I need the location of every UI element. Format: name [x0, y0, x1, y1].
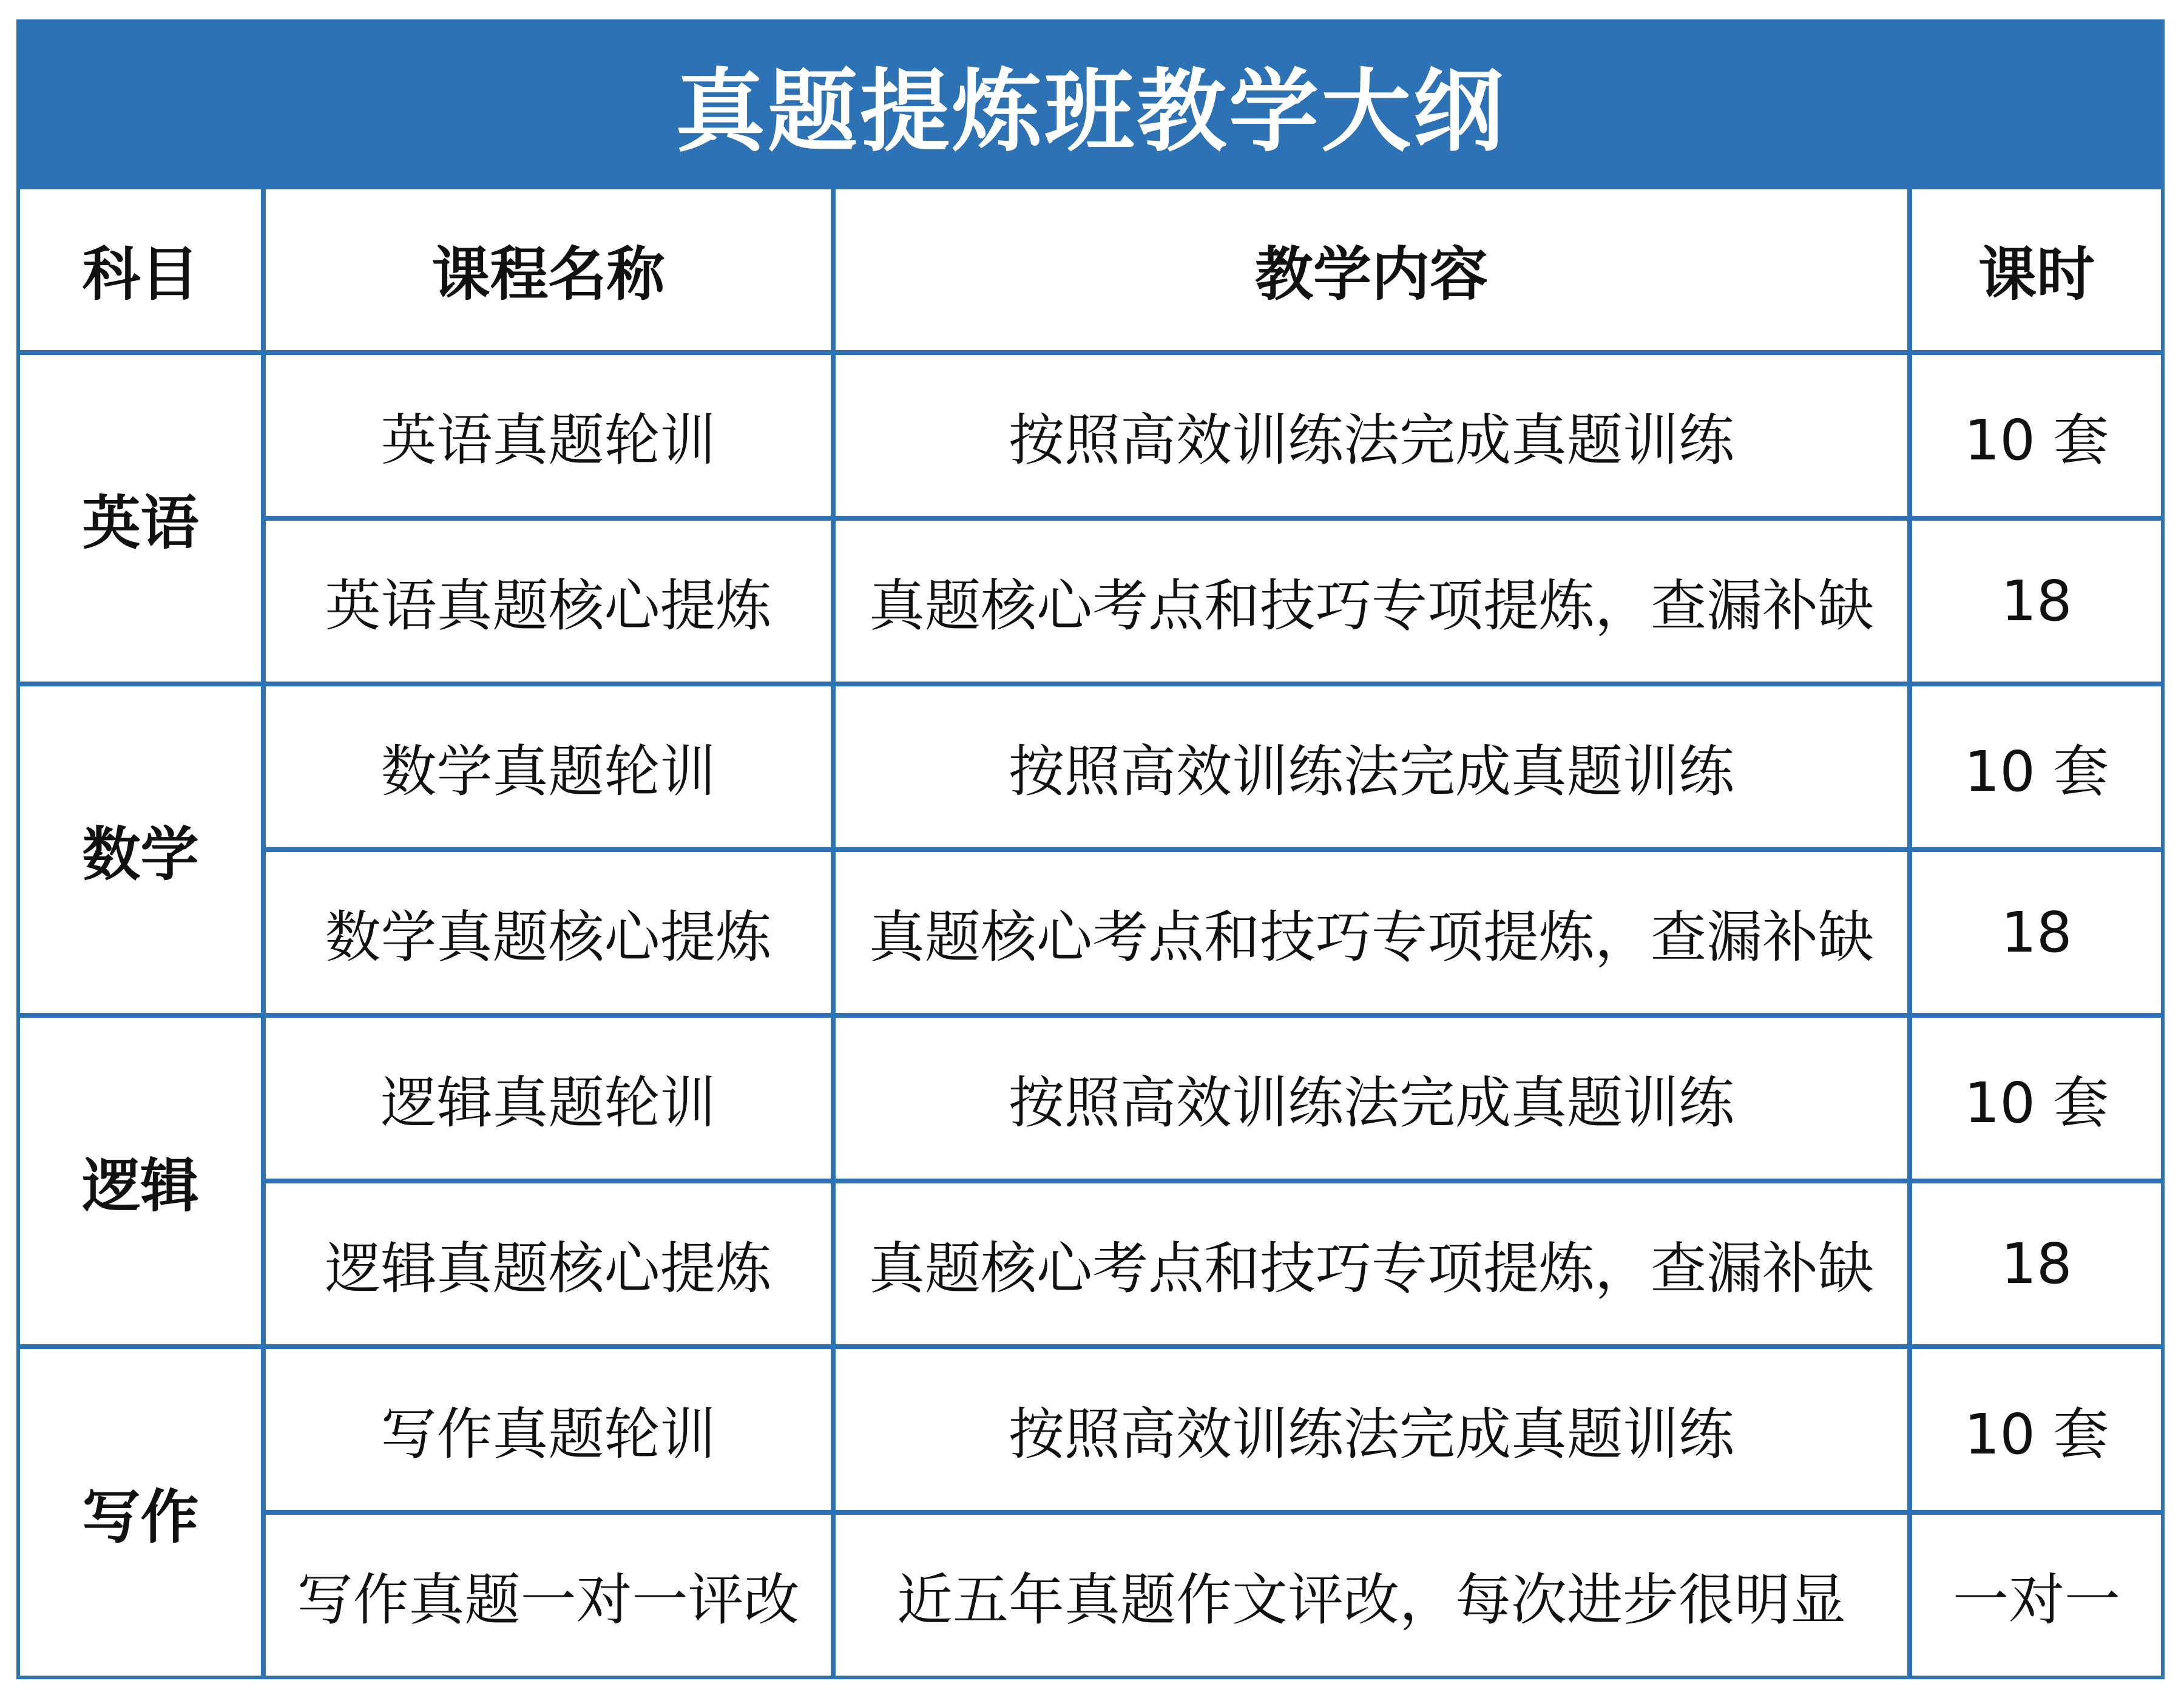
course-name-cell: 写作真题轮训	[266, 1349, 831, 1510]
teaching-content-cell: 真题核心考点和技巧专项提炼，查漏补缺	[836, 521, 1907, 682]
syllabus-frame	[16, 19, 2165, 1679]
teaching-content-cell: 按照高效训练法完成真题训练	[836, 355, 1907, 516]
subject-cell-logic: 逻辑	[20, 1018, 261, 1344]
teaching-content-cell: 真题核心考点和技巧专项提炼，查漏补缺	[836, 1183, 1907, 1344]
class-hours-cell: 10 套	[1912, 686, 2161, 847]
subject-cell-writing: 写作	[20, 1349, 261, 1676]
page-title: 真题提炼班教学大纲	[675, 59, 1506, 164]
teaching-content-cell: 按照高效训练法完成真题训练	[836, 686, 1907, 847]
header-teaching-content: 教学内容	[836, 189, 1907, 350]
class-hours-cell: 18	[1912, 1183, 2161, 1344]
course-name-cell: 英语真题轮训	[266, 355, 831, 516]
class-hours-cell: 10 套	[1912, 1349, 2161, 1510]
class-hours-cell: 一对一	[1912, 1515, 2161, 1676]
header-course-name: 课程名称	[266, 189, 831, 350]
course-name-cell: 逻辑真题核心提炼	[266, 1183, 831, 1344]
teaching-content-cell: 近五年真题作文评改，每次进步很明显	[836, 1515, 1907, 1676]
header-class-hours: 课时	[1912, 189, 2161, 350]
course-name-cell: 逻辑真题轮训	[266, 1018, 831, 1179]
class-hours-cell: 10 套	[1912, 355, 2161, 516]
course-name-cell: 数学真题轮训	[266, 686, 831, 847]
course-name-cell: 英语真题核心提炼	[266, 521, 831, 682]
teaching-content-cell: 按照高效训练法完成真题训练	[836, 1349, 1907, 1510]
course-name-cell: 写作真题一对一评改	[266, 1515, 831, 1676]
header-subject: 科目	[20, 189, 261, 350]
course-name-cell: 数学真题核心提炼	[266, 852, 831, 1013]
class-hours-cell: 18	[1912, 521, 2161, 682]
class-hours-cell: 18	[1912, 852, 2161, 1013]
subject-cell-math: 数学	[20, 686, 261, 1013]
teaching-content-cell: 真题核心考点和技巧专项提炼，查漏补缺	[836, 852, 1907, 1013]
teaching-content-cell: 按照高效训练法完成真题训练	[836, 1018, 1907, 1179]
syllabus-table	[20, 189, 2161, 1676]
subject-cell-english: 英语	[20, 355, 261, 682]
class-hours-cell: 10 套	[1912, 1018, 2161, 1179]
